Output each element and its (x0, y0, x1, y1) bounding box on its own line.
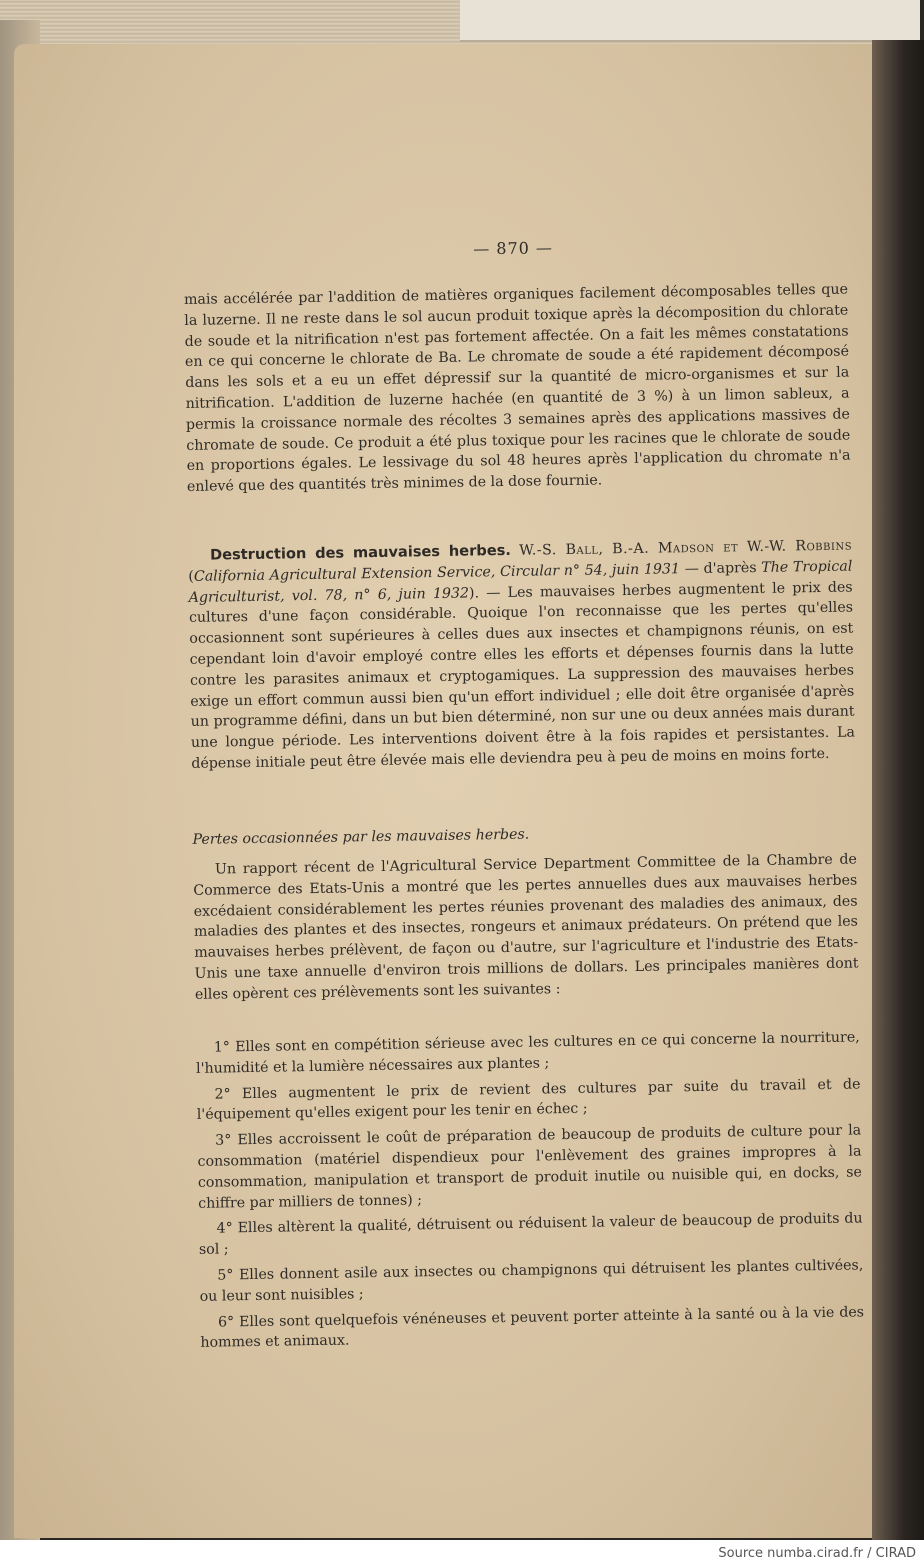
citation-separator: — d'après (679, 559, 762, 578)
citation-close: ). — (468, 584, 508, 602)
list-item: 3° Elles accroissent le coût de préparation de beaucoup de produits de culture pour la consommation (matériel dispendieux pour l'enlèvement des graines impropres à la consommation, manipulation et transport de produit inutile ou nuisible qui, en docks, se chiffre par milliers de tonnes) ; (197, 1122, 862, 1212)
paragraph-rapport (193, 849, 859, 1005)
list-item: 4° Elles altèrent la qualité, détruisent ou réduisent la valeur de beaucoup de produits du sol ; (198, 1210, 863, 1259)
section-authors: W.-S. Ball, B.-A. Madson et W.-W. Robbins (519, 537, 853, 559)
list-item: 1° Elles sont en compétition sérieuse avec les cultures en ce qui concerne la nourriture, l'humidité et la lumière nécessaires aux plantes ; (195, 1029, 860, 1077)
citation-source-1: California Agricultural Extension Service, Circular n° 54, juin 1931 (193, 561, 681, 585)
page-paper (14, 44, 876, 1538)
subheading-pertes: Pertes occasionnées par les mauvaises herbes. (192, 826, 530, 848)
section-heading: Destruction des mauvaises herbes. (209, 541, 512, 564)
paragraph-chlorate (184, 280, 851, 498)
book-spine (872, 40, 924, 1540)
list-item: 5° Elles donnent asile aux insectes ou champignons qui détruisent les plantes cultivées, ou leur sont nuisibles ; (199, 1257, 864, 1305)
page-number: — 870 — (473, 238, 554, 259)
section-paragraph (188, 536, 856, 775)
citation-source-2: The Tropical Agriculturist, vol. 78, n° 6, juin 1932 (188, 558, 853, 606)
paper-slip (460, 0, 920, 42)
list-item: 6° Elles sont quelquefois vénéneuses et peuvent porter atteinte à la santé ou à la vie des hommes et animaux. (200, 1303, 865, 1352)
source-credit: Source numba.cirad.fr / CIRAD (718, 1546, 916, 1561)
losses-list (196, 1027, 865, 1359)
section-destruction (188, 536, 856, 775)
list-item: 2° Elles augmentent le prix de revient des cultures par suite du travail et de l'équipement qu'elles exigent pour les tenir en échec ; (196, 1076, 861, 1124)
paragraph-2-text: Les mauvaises herbes augmentent le prix des cultures d'une façon considérable. Quoique l'on reconnaisse que les pertes qu'elles occasionnent sont supérieures à celles dues aux insectes et champignons réunis, on est cependant loin d'avoir employé contre elles les efforts et dépenses fournis dans la lutte contre les parasites animaux et cryptogamiques. La suppression des mauvaises herbes exige un effort commun aussi bien qu'un effort individuel ; elle doit être organisée d'après un programme défini, dans un but bien déterminé, non sur une ou deux années mais durant une longue période. Les interventions doivent être à la fois rapides et persistantes. La dépense initiale peut être élevée mais elle deviendra peu à peu de moins en moins forte. (188, 579, 856, 772)
paragraph-1-text: mais accélérée par l'addition de matières organiques facilement décomposables telles que la luzerne. Il ne reste dans le sol aucun produit toxique après la décomposition du chlorate de soude et la nitrification n'est pas fortement affectée. On a fait les mêmes constatations en ce qui concerne le chlorate de Ba. Le chromate de soude a été rapidement décomposé dans les sols et a eu un effet dépressif sur la quantité de micro-organismes et sur la nitrification. L'addition de luzerne hachée (en quantité de 3 %) à un limon sableux, a permis la croissance normale des récoltes 3 semaines après des applications massives de chromate de soude. Ce produit a été plus toxique pour les racines que le chlorate de soude en proportions égales. Le lessivage du sol 48 heures après l'application du chromate n'a enlevé que des quantités très minimes de la dose fournie. (183, 281, 851, 496)
paragraph-3-text: Un rapport récent de l'Agricultural Service Department Committee de la Chambre de Commerce des Etats-Unis a montré que les pertes annuelles dues aux mauvaises herbes excédaient considérablement les pertes réunies provenant des maladies des animaux, des maladies des plantes et des insectes, rongeurs et animaux prédateurs. On prétend que les mauvaises herbes prélèvent, de façon ou d'autre, sur l'agriculture et l'industrie des Etats-Unis une taxe annuelle d'environ trois millions de dollars. Les principales manières dont elles opèrent ces prélèvements sont les suivantes : (193, 851, 859, 1003)
citation-open: ( (188, 568, 195, 585)
